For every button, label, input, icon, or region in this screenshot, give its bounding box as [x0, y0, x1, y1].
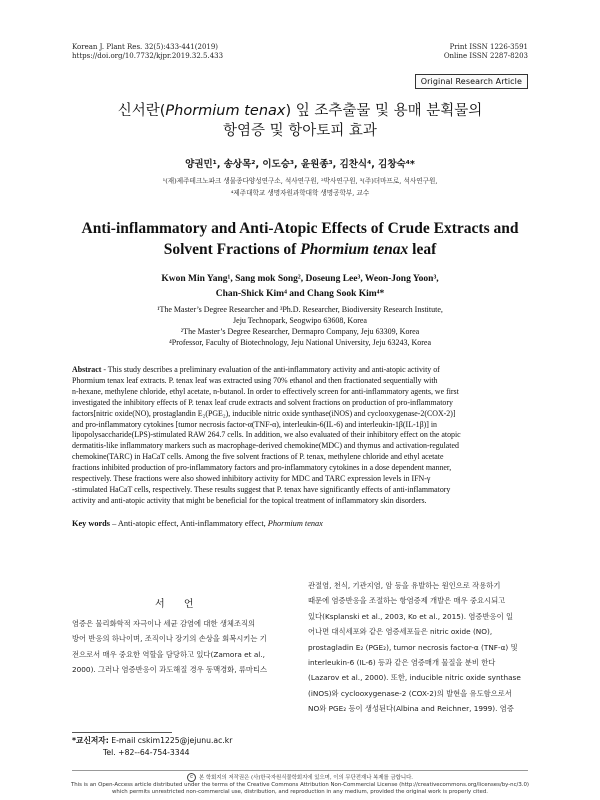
body-line: (Lazarov et al., 2000). 또한, inducible nitric oxide synthase: [308, 673, 521, 683]
abstract-line: Abstract - This study describes a preliminary evaluation of the anti-inflammatory activity and anti-atopic activity of: [72, 365, 440, 374]
body-line: 전으로서 매우 중요한 역할을 담당하고 있다(Zamora et al.,: [72, 649, 265, 659]
abstract-line: -stimulated HaCaT cells, respectively. These results suggest that P. tenax have significantly effects of anti-inflammatory: [72, 484, 451, 494]
open-access-line1: This is an Open-Access article distributed under the terms of the Creative Commons Attribution Non-Commercial License (http://creativecommons.org/licenses/by-nc/3.0): [70, 782, 530, 788]
footnote-divider: [72, 732, 172, 733]
footer-divider: [72, 770, 528, 771]
korean-affiliation-line1: ¹(재)제주테크노파크 생물종다양성연구소, 석사연구원, ²박사연구원, ³(주)더마프로, 석사연구원,: [162, 177, 438, 185]
doi-link[interactable]: https://doi.org/10.7732/kjpr.2019.32.5.433: [72, 52, 224, 60]
body-line: NO와 PGE₂ 등이 생성된다(Albina and Reichner, 1999). 염증: [308, 704, 514, 714]
korean-affiliation-line2: ⁴제주대학교 생명자원과학대학 생명공학부, 교수: [230, 189, 370, 197]
body-line: 어나면 대식세포와 같은 염증세포들은 nitric oxide (NO),: [308, 627, 493, 637]
body-line: 관절염, 천식, 기관지염, 암 등을 유발하는 원인으로 작용하기: [308, 581, 501, 590]
open-access-line2: which permits unrestricted non-commercial use, distribution, and reproduction in any medium, provided the original work is properly cited.: [112, 789, 488, 795]
section-heading-introduction: 서 언: [155, 599, 202, 610]
korean-title-line2: 항염증 및 항아토피 효과: [223, 123, 377, 139]
abstract: [72, 365, 528, 507]
body-line: 있다(Ksplanski et al., 2003, Ko et al., 2015). 염증반응이 일: [308, 611, 513, 621]
english-authors-line1: Kwon Min Yang¹, Sang mok Song², Doseung Lee³, Weon-Jong Yoon³,: [161, 274, 439, 284]
abstract-line: and pro-inflammatory cytokines [tumor necrosis factor-α(TNF-α), interleukin-6(IL-6) and interleukin-1β(IL-1β)] in: [72, 419, 437, 429]
english-title-line1: Anti-inflammatory and Anti-Atopic Effects of Crude Extracts and: [81, 220, 519, 237]
journal-citation: Korean J. Plant Res. 32(5):433-441(2019): [72, 43, 219, 51]
abstract-line: Phormium tenax leaf extracts. P. tenax leaf was extracted using 70% ethanol and then fractionated sequentially with: [72, 375, 438, 385]
english-title-line2: Solvent Fractions of Phormium tenax leaf: [163, 241, 437, 258]
corresponding-author: *교신저자: E-mail cskim1225@jejunu.ac.kr: [72, 736, 233, 745]
body-line: interleukin-6 (IL-6) 등과 같은 염증매개 물질을 분비 한다: [308, 658, 496, 668]
english-affiliation-3: ²The Master’s Degree Researcher, Dermapro Company, Jeju 63309, Korea: [180, 327, 420, 336]
right-column-text: [308, 578, 530, 717]
copyright-notice: c 본 학회지의 저작권은 (사)한국자원식물학회지에 있으며, 이의 무단전재나 복제를 금합니다.: [0, 773, 600, 783]
body-line: 때문에 염증반응을 조절하는 항염증제 개발은 매우 중요시되고: [308, 596, 506, 606]
abstract-line: lipopolysaccharide(LPS)-stimulated RAW 264.7 cells. In addition, we also evaluated of their inhibitory effect on the atopic: [72, 430, 461, 440]
abstract-line: respectively. These fractions were also showed inhibitory activity for MDC and TARC expression levels in IFN-γ: [72, 474, 431, 484]
abstract-line: dermatitis-like inflammatory markers such as macrophage-derived chemokine(MDC) and thymus and activation-regulated: [72, 441, 459, 451]
body-line: prostagladin E₂ (PGE₂), tumor necrosis factor-α (TNF-α) 및: [308, 642, 518, 652]
english-affiliation-1: ¹The Master’s Degree Researcher and ³Ph.D. Researcher, Biodiversity Research Institute,: [157, 305, 443, 314]
print-issn: Print ISSN 1226-3591: [449, 43, 528, 51]
body-line: 염증은 물리화학적 자극이나 세균 감염에 대한 생체조직의: [72, 619, 256, 628]
abstract-line: investigated the inhibitory effects of P. tenax leaf crude extracts and solvent fractions on production of pro-inflammatory: [72, 397, 453, 407]
korean-title-line1: 신서란(Phormium tenax) 잎 조추출물 및 용매 분획물의: [117, 103, 483, 119]
english-affiliation-4: ⁴Professor, Faculty of Biotechnology, Jeju National University, Jeju 63243, Korea: [168, 338, 432, 347]
online-issn: Online ISSN 2287-8203: [443, 52, 528, 60]
body-line: (iNOS)와 cyclooxygenase-2 (COX-2)의 발현을 유도함으로서: [308, 688, 512, 698]
article-type-badge: Original Research Article: [415, 74, 528, 89]
copyright-icon: c: [187, 773, 196, 782]
keywords: Key words – Anti-atopic effect, Anti-inflammatory effect, Phormium tenax: [72, 519, 323, 528]
abstract-line: activity and anti-atopic activity that might be beneficial for the topical treatment of inflammatory skin disorders.: [72, 495, 427, 505]
abstract-line: n-hexane, methylene chloride, ethyl acetate, n-butanol. In order to effectively screen for anti-inflammatory agents, we first: [72, 386, 459, 396]
body-line: 방어 반응의 하나이며, 조직이나 장기의 손상을 회복시키는 기: [72, 634, 267, 644]
left-column-text: [72, 616, 292, 678]
abstract-line: factors[nitric oxide(NO), prostaglandin E₂(PGE₂), inducible nitric oxide synthase(iNOS) and cyclooxygenase-2(COX-2)]: [72, 408, 456, 418]
body-line: 2000). 그러나 염증반응이 과도해질 경우 동맥경화, 류마티스: [72, 665, 268, 675]
abstract-line: chemokine(TARC) in HaCaT cells. Among the five solvent fractions of P. tenax, methylene chloride and ethyl acetate: [72, 452, 444, 462]
abstract-line: fractions inhibited production of pro-inflammatory factors and pro-inflammatory cytokines in a dose dependent manner,: [72, 463, 452, 473]
corresponding-tel: Tel. +82--64-754-3344: [103, 748, 190, 757]
english-affiliation-2: Jeju Technopark, Seogwipo 63608, Korea: [233, 316, 367, 325]
korean-authors: 양권민¹, 송상목², 이도승³, 윤원종³, 김찬식⁴, 김창숙⁴*: [185, 159, 415, 170]
english-authors-line2: Chan-Shick Kim⁴ and Chang Sook Kim⁴*: [215, 289, 385, 299]
